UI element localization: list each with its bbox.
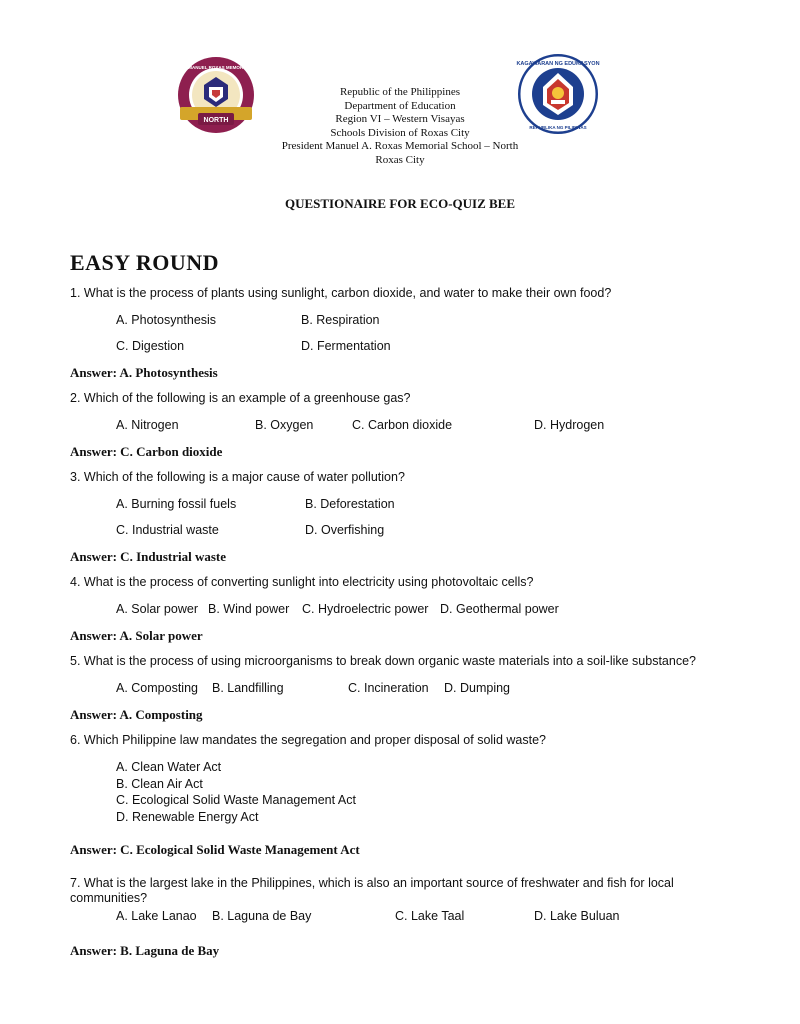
- option: C. Lake Taal: [395, 909, 465, 923]
- question-text: 3. Which of the following is a major cause of water pollution?: [70, 470, 405, 484]
- question-text: 1. What is the process of plants using sunlight, carbon dioxide, and water to make their own food?: [70, 286, 612, 300]
- option: D. Dumping: [444, 681, 510, 695]
- right-logo-text: KAGAWARAN NG EDUKASYON: [516, 61, 600, 67]
- right-logo-bottom: REPUBLIKA NG PILIPINAS: [529, 125, 587, 130]
- option: B. Oxygen: [255, 418, 314, 432]
- answer: Answer: C. Ecological Solid Waste Management Act: [70, 842, 360, 857]
- header-line: Republic of the Philippines: [339, 86, 461, 98]
- option: A. Burning fossil fuels: [116, 497, 237, 511]
- answer: Answer: C. Industrial waste: [70, 549, 226, 564]
- option: A. Nitrogen: [116, 418, 179, 432]
- question-text: 7. What is the largest lake in the Philippines, which is also an important source of freshwater and fish for local communities?: [70, 876, 674, 905]
- option: B. Landfilling: [212, 681, 284, 695]
- left-logo-banner: NORTH: [203, 117, 229, 124]
- option: C. Carbon dioxide: [352, 418, 453, 432]
- option: A. Lake Lanao: [116, 909, 197, 923]
- option: D. Overfishing: [305, 523, 385, 537]
- option: D. Renewable Energy Act: [116, 809, 259, 824]
- option: B. Respiration: [301, 313, 380, 327]
- option: B. Wind power: [208, 602, 290, 616]
- answer: Answer: B. Laguna de Bay: [70, 943, 220, 958]
- option: D. Hydrogen: [534, 418, 605, 432]
- letterhead: [180, 86, 620, 168]
- option: B. Clean Air Act: [116, 776, 203, 791]
- option: B. Deforestation: [305, 497, 395, 511]
- option: B. Laguna de Bay: [212, 909, 312, 923]
- option: D. Geothermal power: [440, 602, 559, 616]
- answer: Answer: A. Composting: [70, 707, 203, 722]
- question-text: 4. What is the process of converting sunlight into electricity using photovoltaic cells?: [70, 575, 534, 589]
- option-list: [116, 759, 356, 825]
- document-title: QUESTIONAIRE FOR ECO-QUIZ BEE: [284, 196, 516, 211]
- left-logo-text: PRESIDENT MANUEL ROXAS MEMORIAL SCHOOL: [161, 65, 271, 70]
- answer: Answer: C. Carbon dioxide: [70, 444, 223, 459]
- question-text: 5. What is the process of using microorganisms to break down organic waste materials into a soil-like substance?: [70, 654, 696, 668]
- header-line: Region VI – Western Visayas: [335, 113, 465, 126]
- header-line: Department of Education: [344, 99, 456, 112]
- question-text: 6. Which Philippine law mandates the segregation and proper disposal of solid waste?: [70, 733, 546, 747]
- header-line: Roxas City: [375, 153, 425, 166]
- option: C. Industrial waste: [116, 523, 219, 537]
- option: A. Clean Water Act: [116, 760, 222, 774]
- option: A. Composting: [116, 681, 198, 695]
- option: D. Lake Buluan: [534, 909, 620, 923]
- answer: Answer: A. Solar power: [70, 628, 203, 643]
- option: A. Photosynthesis: [116, 313, 217, 327]
- option: C. Digestion: [116, 339, 185, 353]
- round-title: EASY ROUND: [70, 250, 220, 275]
- option: C. Incineration: [348, 681, 429, 695]
- header-line: President Manuel A. Roxas Memorial School – North: [281, 140, 519, 153]
- answer: Answer: A. Photosynthesis: [70, 365, 218, 380]
- option: C. Ecological Solid Waste Management Act: [116, 793, 356, 807]
- option: D. Fermentation: [301, 339, 391, 353]
- question-text: 2. Which of the following is an example of a greenhouse gas?: [70, 391, 411, 405]
- option: A. Solar power: [116, 602, 198, 616]
- header-line: Schools Division of Roxas City: [330, 126, 470, 139]
- option: C. Hydroelectric power: [302, 602, 429, 616]
